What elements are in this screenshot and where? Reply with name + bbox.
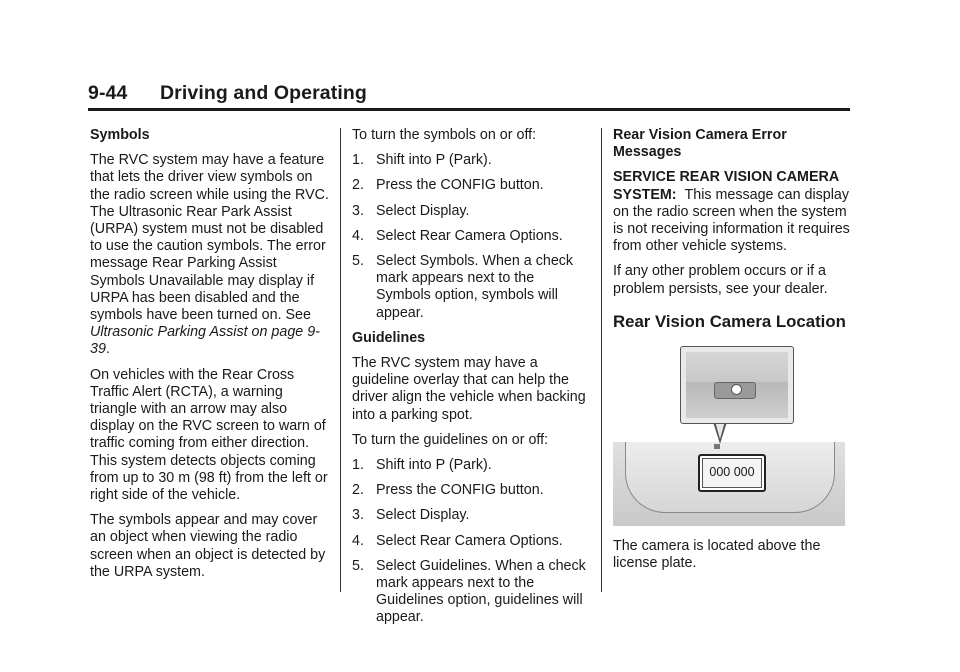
symbols-cover-paragraph: The symbols appear and may cover an object when viewing the radio screen when an object is detected by the URPA system.: [90, 512, 326, 580]
column-2: [352, 127, 592, 635]
camera-caption: The camera is located above the license plate.: [613, 537, 821, 572]
guidelines-heading: Guidelines: [352, 329, 426, 346]
list-item: 3. Select Display.: [352, 202, 470, 219]
list-item: 3. Select Display.: [352, 507, 470, 524]
cross-reference: Ultrasonic Parking Assist on page 9-39: [90, 324, 320, 358]
symbols-paragraph: The RVC system may have a feature that lets the driver view symbols on the radio screen while using the RVC. The Ultrasonic Rear Park Assist (URPA) system must not be disabled to use the caution symbols. The error message Rear Parking Assist Symbols Unavailable may display if URPA has been disabled and the symbols have been turned on. See Ultrasonic Parking Assist on page 9-39.: [90, 152, 329, 358]
column-1: [90, 127, 330, 589]
camera-location-illustration: [613, 346, 845, 526]
service-message-term: SERVICE REAR VISION CAMERA SYSTEM:: [613, 169, 839, 203]
guidelines-paragraph: The RVC system may have a guideline overlay that can help the driver align the vehicle when backing into a parking spot.: [352, 355, 586, 423]
license-plate: 000 000: [698, 454, 766, 492]
dealer-paragraph: If any other problem occurs or if a problem persists, see your dealer.: [613, 263, 828, 297]
camera-closeup-inset: [680, 346, 794, 424]
list-item: 4. Select Rear Camera Options.: [352, 532, 563, 549]
guidelines-toggle-intro: To turn the guidelines on or off:: [352, 431, 549, 448]
list-item: 1. Shift into P (Park).: [352, 457, 492, 474]
page-header: [88, 82, 367, 105]
symbols-heading: Symbols: [90, 127, 150, 143]
camera-location-title: Rear Vision Camera Location: [613, 311, 846, 331]
symbols-toggle-intro: To turn the symbols on or off:: [352, 127, 537, 143]
list-item: 5. Select Guidelines. When a check mark appears next to the Guidelines option, guidelines will appear.: [352, 557, 586, 626]
section-title: Driving and Operating: [160, 82, 367, 104]
list-item: 1. Shift into P (Park).: [352, 152, 492, 169]
camera-lens-icon: [731, 384, 742, 395]
column-divider: [601, 128, 602, 592]
header-rule: [88, 108, 850, 111]
list-item: 2. Press the CONFIG button.: [352, 177, 544, 194]
list-item: 2. Press the CONFIG button.: [352, 482, 544, 499]
rcta-paragraph: On vehicles with the Rear Cross Traffic Alert (RCTA), a warning triangle with an arrow may also display on the RVC screen to warn of traffic coming from either direction. This system detects objects coming from up to 30 m (98 ft) from the left or right side of the vehicle.: [90, 366, 328, 504]
page-number: 9-44: [88, 82, 128, 104]
column-3: [613, 127, 853, 580]
list-item: 5. Select Symbols. When a check mark appears next to the Symbols option, symbols will appear.: [352, 253, 574, 321]
camera-mark: [714, 444, 720, 449]
service-message-paragraph: SERVICE REAR VISION CAMERA SYSTEM: This message can display on the radio screen when the system is not receiving information it requires from other vehicle systems.: [613, 169, 850, 255]
error-messages-heading: Rear Vision Camera Error Messages: [613, 127, 787, 161]
column-divider: [340, 128, 341, 592]
list-item: 4. Select Rear Camera Options.: [352, 227, 563, 244]
